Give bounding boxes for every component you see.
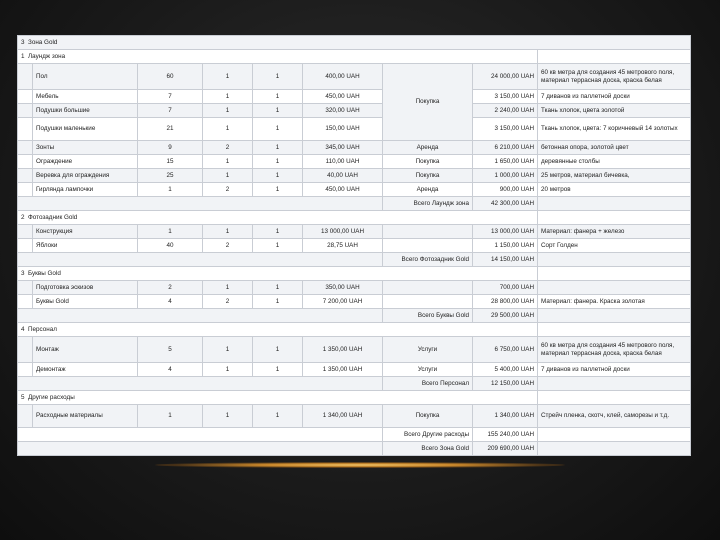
section-row bbox=[18, 267, 691, 281]
item-total: 13 000,00 UAH bbox=[473, 225, 538, 239]
item-qty: 9 bbox=[138, 141, 203, 155]
section-title: Персонал bbox=[28, 325, 57, 333]
table-row bbox=[18, 183, 691, 197]
subtotal-row bbox=[18, 377, 691, 391]
item-price: 40,00 UAH bbox=[303, 169, 383, 183]
item-count: 1 bbox=[253, 141, 303, 155]
subtotal-label: Всего Лаундж зона bbox=[383, 197, 473, 211]
section-row bbox=[18, 211, 691, 225]
item-price: 110,00 UAH bbox=[303, 155, 383, 169]
item-total: 5 400,00 UAH bbox=[473, 363, 538, 377]
item-note: Стрейч пленка, скотч, клей, саморезы и т.д. bbox=[538, 405, 691, 428]
section-number: 4 bbox=[21, 325, 25, 333]
subtotal-label: Всего Персонал bbox=[383, 377, 473, 391]
item-count: 1 bbox=[253, 64, 303, 90]
item-count: 1 bbox=[253, 90, 303, 104]
item-note: Материал: фанера. Краска золотая bbox=[538, 295, 691, 309]
item-note: бетонная опора, золотой цвет bbox=[538, 141, 691, 155]
item-qty: 2 bbox=[138, 281, 203, 295]
item-price: 13 000,00 UAH bbox=[303, 225, 383, 239]
item-count: 1 bbox=[253, 118, 303, 141]
item-days: 1 bbox=[203, 64, 253, 90]
item-price: 450,00 UAH bbox=[303, 90, 383, 104]
grand-total-value: 209 690,00 UAH bbox=[473, 442, 538, 456]
item-note: Сорт Голден bbox=[538, 239, 691, 253]
item-type: Аренда bbox=[383, 183, 473, 197]
table-row bbox=[18, 405, 691, 428]
item-days: 1 bbox=[203, 363, 253, 377]
subtotal-value: 29 500,00 UAH bbox=[473, 309, 538, 323]
item-total: 900,00 UAH bbox=[473, 183, 538, 197]
table-row bbox=[18, 281, 691, 295]
item-note: Ткань хлопок, цвета: 7 коричневый 14 золотых bbox=[538, 118, 691, 141]
budget-sheet bbox=[17, 35, 690, 452]
item-name: Подготовка эскизов bbox=[33, 281, 138, 295]
item-days: 1 bbox=[203, 225, 253, 239]
item-total: 24 000,00 UAH bbox=[473, 64, 538, 90]
item-price: 320,00 UAH bbox=[303, 104, 383, 118]
item-qty: 21 bbox=[138, 118, 203, 141]
item-days: 1 bbox=[203, 337, 253, 363]
item-count: 1 bbox=[253, 295, 303, 309]
table-row bbox=[18, 64, 691, 90]
item-qty: 40 bbox=[138, 239, 203, 253]
table-row bbox=[18, 169, 691, 183]
item-price: 1 350,00 UAH bbox=[303, 363, 383, 377]
item-count: 1 bbox=[253, 155, 303, 169]
section-title: Лаундж зона bbox=[28, 52, 66, 60]
item-name: Мебель bbox=[33, 90, 138, 104]
item-price: 1 340,00 UAH bbox=[303, 405, 383, 428]
item-total: 6 210,00 UAH bbox=[473, 141, 538, 155]
subtotal-row bbox=[18, 428, 691, 442]
subtotal-value: 14 150,00 UAH bbox=[473, 253, 538, 267]
subtotal-row bbox=[18, 197, 691, 211]
item-price: 400,00 UAH bbox=[303, 64, 383, 90]
item-days: 1 bbox=[203, 155, 253, 169]
item-name: Буквы Gold bbox=[33, 295, 138, 309]
item-type: Покупка bbox=[383, 64, 473, 141]
item-qty: 4 bbox=[138, 295, 203, 309]
section-title: Другие расходы bbox=[28, 393, 75, 401]
grand-total-row bbox=[18, 442, 691, 456]
item-total: 2 240,00 UAH bbox=[473, 104, 538, 118]
subtotal-value: 155 240,00 UAH bbox=[473, 428, 538, 442]
item-total: 3 150,00 UAH bbox=[473, 118, 538, 141]
section-row bbox=[18, 36, 691, 50]
section-title: Зона Gold bbox=[28, 38, 58, 46]
item-name: Демонтаж bbox=[33, 363, 138, 377]
item-name: Ограждение bbox=[33, 155, 138, 169]
table-row bbox=[18, 337, 691, 363]
item-total: 1 340,00 UAH bbox=[473, 405, 538, 428]
item-qty: 1 bbox=[138, 405, 203, 428]
grand-total-label: Всего Зона Gold bbox=[383, 442, 473, 456]
item-price: 28,75 UAH bbox=[303, 239, 383, 253]
table-row bbox=[18, 155, 691, 169]
item-price: 450,00 UAH bbox=[303, 183, 383, 197]
decorative-glow bbox=[155, 462, 565, 468]
item-total: 28 800,00 UAH bbox=[473, 295, 538, 309]
item-count: 1 bbox=[253, 363, 303, 377]
item-qty: 7 bbox=[138, 90, 203, 104]
item-qty: 15 bbox=[138, 155, 203, 169]
item-name: Подушки большие bbox=[33, 104, 138, 118]
item-days: 2 bbox=[203, 239, 253, 253]
section-number: 3 bbox=[21, 38, 25, 46]
item-note: 7 диванов из паллетной доски bbox=[538, 363, 691, 377]
item-qty: 7 bbox=[138, 104, 203, 118]
section-number: 3 bbox=[21, 269, 25, 277]
item-days: 1 bbox=[203, 169, 253, 183]
section-row bbox=[18, 50, 691, 64]
section-row bbox=[18, 323, 691, 337]
subtotal-label: Всего Другие расходы bbox=[383, 428, 473, 442]
item-name: Конструкция bbox=[33, 225, 138, 239]
item-qty: 1 bbox=[138, 225, 203, 239]
item-note: Ткань хлопок, цвета золотой bbox=[538, 104, 691, 118]
table-row bbox=[18, 363, 691, 377]
table-row bbox=[18, 104, 691, 118]
item-days: 2 bbox=[203, 295, 253, 309]
table-row bbox=[18, 295, 691, 309]
subtotal-label: Всего Фотозадник Gold bbox=[383, 253, 473, 267]
item-type: Покупка bbox=[383, 169, 473, 183]
item-note: 60 кв метра для создания 45 метрового поля, материал террасная доска, краска белая bbox=[538, 64, 691, 90]
item-count: 1 bbox=[253, 183, 303, 197]
item-note: Материал: фанера + железо bbox=[538, 225, 691, 239]
table-row bbox=[18, 118, 691, 141]
subtotal-value: 12 150,00 UAH bbox=[473, 377, 538, 391]
section-row bbox=[18, 391, 691, 405]
item-name: Яблоки bbox=[33, 239, 138, 253]
subtotal-row bbox=[18, 253, 691, 267]
item-price: 1 350,00 UAH bbox=[303, 337, 383, 363]
item-name: Зонты bbox=[33, 141, 138, 155]
item-type: Услуги bbox=[383, 363, 473, 377]
item-total: 1 000,00 UAH bbox=[473, 169, 538, 183]
item-total: 1 650,00 UAH bbox=[473, 155, 538, 169]
item-name: Монтаж bbox=[33, 337, 138, 363]
item-type: Аренда bbox=[383, 141, 473, 155]
item-count: 1 bbox=[253, 104, 303, 118]
item-qty: 4 bbox=[138, 363, 203, 377]
item-qty: 60 bbox=[138, 64, 203, 90]
item-price: 7 200,00 UAH bbox=[303, 295, 383, 309]
item-note: 60 кв метра для создания 45 метрового поля, материал террасная доска, краска белая bbox=[538, 337, 691, 363]
table-row bbox=[18, 90, 691, 104]
item-price: 345,00 UAH bbox=[303, 141, 383, 155]
item-qty: 25 bbox=[138, 169, 203, 183]
item-days: 1 bbox=[203, 405, 253, 428]
item-count: 1 bbox=[253, 225, 303, 239]
item-count: 1 bbox=[253, 169, 303, 183]
item-name: Гирлянда лампочки bbox=[33, 183, 138, 197]
item-type: Покупка bbox=[383, 405, 473, 428]
item-price: 150,00 UAH bbox=[303, 118, 383, 141]
item-type: Покупка bbox=[383, 155, 473, 169]
item-price: 350,00 UAH bbox=[303, 281, 383, 295]
item-count: 1 bbox=[253, 337, 303, 363]
subtotal-row bbox=[18, 309, 691, 323]
item-qty: 1 bbox=[138, 183, 203, 197]
item-days: 1 bbox=[203, 90, 253, 104]
item-total: 700,00 UAH bbox=[473, 281, 538, 295]
item-note: 7 диванов из паллетной доски bbox=[538, 90, 691, 104]
item-type: Услуги bbox=[383, 337, 473, 363]
item-days: 1 bbox=[203, 104, 253, 118]
item-note: 20 метров bbox=[538, 183, 691, 197]
item-qty: 5 bbox=[138, 337, 203, 363]
budget-table bbox=[17, 35, 691, 456]
subtotal-label: Всего Буквы Gold bbox=[383, 309, 473, 323]
table-row bbox=[18, 225, 691, 239]
subtotal-value: 42 300,00 UAH bbox=[473, 197, 538, 211]
item-days: 1 bbox=[203, 281, 253, 295]
section-number: 2 bbox=[21, 213, 25, 221]
item-days: 2 bbox=[203, 141, 253, 155]
table-row bbox=[18, 141, 691, 155]
item-count: 1 bbox=[253, 405, 303, 428]
item-total: 1 150,00 UAH bbox=[473, 239, 538, 253]
item-days: 1 bbox=[203, 118, 253, 141]
section-number: 5 bbox=[21, 393, 25, 401]
item-name: Расходные материалы bbox=[33, 405, 138, 428]
section-number: 1 bbox=[21, 52, 25, 60]
section-title: Буквы Gold bbox=[28, 269, 61, 277]
item-name: Веревка для ограждения bbox=[33, 169, 138, 183]
section-title: Фотозадник Gold bbox=[28, 213, 78, 221]
item-days: 2 bbox=[203, 183, 253, 197]
item-total: 6 750,00 UAH bbox=[473, 337, 538, 363]
item-note: деревянные столбы bbox=[538, 155, 691, 169]
item-count: 1 bbox=[253, 239, 303, 253]
item-name: Пол bbox=[33, 64, 138, 90]
table-row bbox=[18, 239, 691, 253]
item-total: 3 150,00 UAH bbox=[473, 90, 538, 104]
item-name: Подушки маленькие bbox=[33, 118, 138, 141]
item-count: 1 bbox=[253, 281, 303, 295]
item-note: 25 метров, материал бичевка, bbox=[538, 169, 691, 183]
